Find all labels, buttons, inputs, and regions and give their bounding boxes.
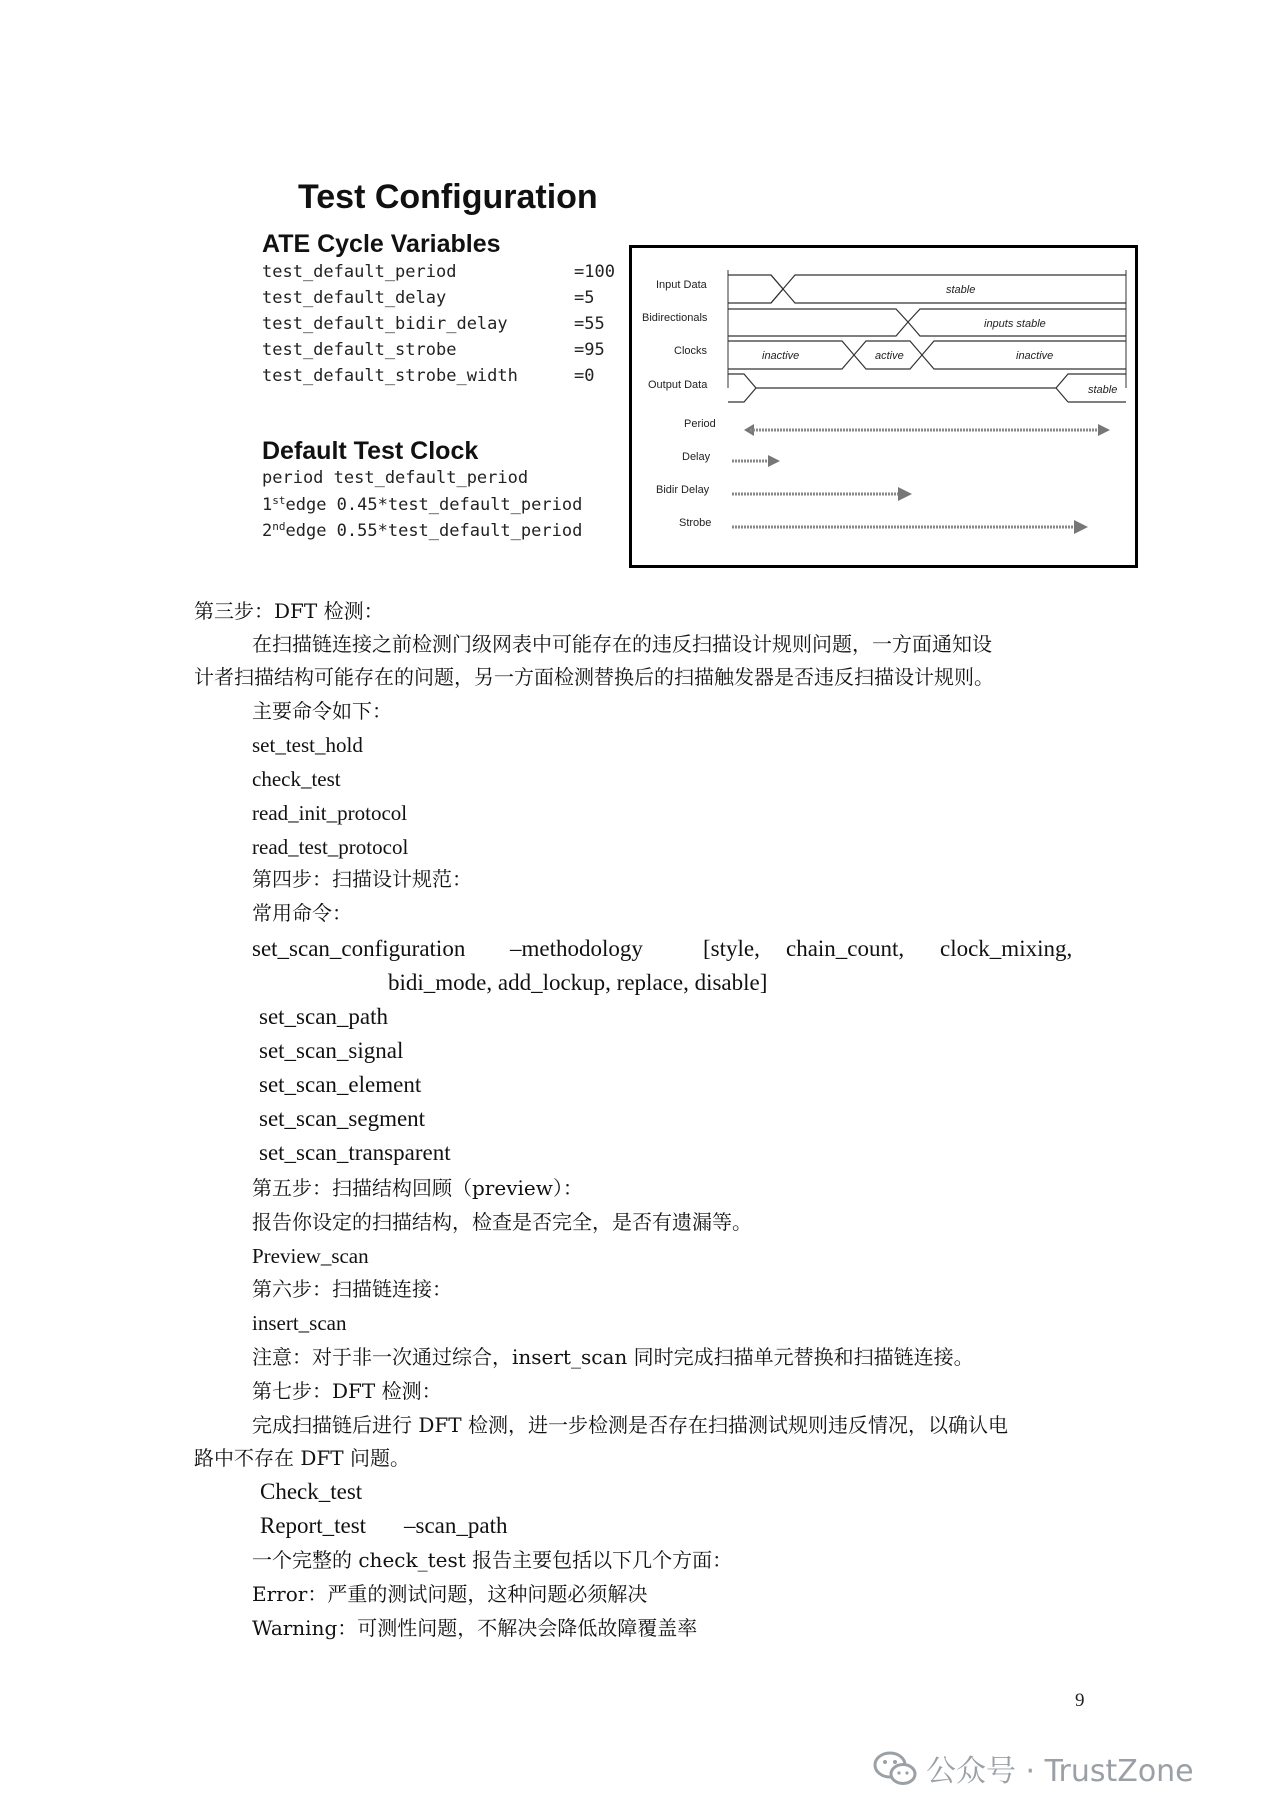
page-number: 9 <box>1075 1690 1085 1711</box>
ate-variable-row <box>262 262 622 288</box>
step4-title: 第四步：扫描设计规范： <box>252 867 472 891</box>
signal-label-clocks: Clocks <box>674 345 708 357</box>
ate-variable-row <box>262 314 622 340</box>
step4-cmd: set_scan_segment <box>259 1106 426 1131</box>
signal-label-input-data: Input Data <box>656 279 707 291</box>
step3-cmd: check_test <box>252 767 341 791</box>
clock-line-text: period test_default_period <box>262 468 529 488</box>
step3-cmd: read_init_protocol <box>252 801 408 825</box>
scan-config-option: –methodology <box>510 936 643 961</box>
ate-variable-row <box>262 366 622 392</box>
report-warning-line: Warning：可测性问题，不解决会降低故障覆盖率 <box>252 1616 698 1640</box>
step6-cmd: insert_scan <box>252 1311 347 1335</box>
timing-label-period: Period <box>684 418 716 430</box>
clock-line-text: edge 0.55*test_default_period <box>285 521 583 541</box>
clock-edge-ordinal: nd <box>272 520 286 533</box>
step3-cmd: set_test_hold <box>252 733 363 757</box>
signal-label-output-data: Output Data <box>648 379 708 391</box>
step3-cmd-intro: 主要命令如下： <box>252 699 392 723</box>
timing-label-bidir-delay: Bidir Delay <box>656 484 710 496</box>
ate-cycle-heading: ATE Cycle Variables <box>262 230 501 258</box>
input-data-state-label: stable <box>946 284 976 296</box>
output-data-state-label: stable <box>1088 384 1118 396</box>
step4-cmd: set_scan_transparent <box>259 1140 451 1165</box>
step3-desc-line1: 在扫描链连接之前检测门级网表中可能存在的违反扫描设计规则问题，一方面通知设 <box>252 632 992 656</box>
ate-variable-name: test_default_delay <box>262 288 447 308</box>
waveform-bidirectionals <box>728 309 1126 336</box>
scan-config-arg: clock_mixing, <box>940 936 1073 961</box>
default-clock-heading: Default Test Clock <box>262 437 479 465</box>
step7-desc-line1: 完成扫描链后进行 DFT 检测，进一步检测是否存在扫描测试规则违反情况，以确认电 <box>252 1413 1008 1437</box>
ate-variable-value: =0 <box>574 366 595 386</box>
ate-variable-name: test_default_period <box>262 262 457 282</box>
ate-variable-row <box>262 288 622 314</box>
clock-line <box>262 468 528 494</box>
clock-state-active: active <box>875 350 904 362</box>
step5-desc: 报告你设定的扫描结构，检查是否完全，是否有遗漏等。 <box>252 1210 752 1234</box>
timing-label-delay: Delay <box>682 451 711 463</box>
clock-state-inactive-1: inactive <box>762 350 800 362</box>
ate-variable-row <box>262 340 622 366</box>
scan-config-arg: chain_count, <box>786 936 905 961</box>
strobe-arrow-head <box>1074 520 1088 534</box>
step7-cmd: Report_test <box>260 1513 367 1538</box>
ate-variable-value: =100 <box>574 262 615 282</box>
figure-title: Test Configuration <box>298 178 598 216</box>
delay-arrow-head <box>768 455 780 467</box>
step4-cmd: set_scan_signal <box>259 1038 404 1063</box>
step6-title: 第六步：扫描链连接： <box>252 1277 452 1301</box>
step7-cmd: Check_test <box>260 1479 363 1504</box>
ate-variable-value: =55 <box>574 314 605 334</box>
signal-label-bidirectionals: Bidirectionals <box>642 312 708 324</box>
step5-cmd: Preview_scan <box>252 1244 369 1268</box>
period-arrow-right-head <box>1098 424 1110 436</box>
step6-note: 注意：对于非一次通过综合，insert_scan 同时完成扫描单元替换和扫描链连接。 <box>252 1345 974 1369</box>
step5-title: 第五步：扫描结构回顾（preview）： <box>252 1176 583 1200</box>
step4-cmd: set_scan_element <box>259 1072 422 1097</box>
ate-variable-name: test_default_strobe <box>262 340 457 360</box>
timing-diagram-svg <box>632 248 1135 565</box>
bidir-state-label: inputs stable <box>984 318 1046 330</box>
watermark <box>872 1748 1194 1788</box>
clock-edge-ordinal: st <box>272 494 286 507</box>
step7-desc-line2: 路中不存在 DFT 问题。 <box>194 1446 410 1470</box>
step7-title: 第七步：DFT 检测： <box>252 1379 442 1403</box>
clock-line <box>262 494 582 520</box>
clock-edge-number: 1 <box>262 495 273 515</box>
ate-variable-name: test_default_bidir_delay <box>262 314 508 334</box>
bidir-delay-arrow-head <box>898 487 912 501</box>
clock-line <box>262 520 582 546</box>
step4-intro: 常用命令： <box>252 901 352 925</box>
ate-variable-value: =5 <box>574 288 595 308</box>
step3-desc-line2: 计者扫描结构可能存在的问题，另一方面检测替换后的扫描触发器是否违反扫描设计规则。 <box>194 665 994 689</box>
scan-config-arg: [style, <box>703 936 760 961</box>
clock-state-inactive-2: inactive <box>1016 350 1054 362</box>
clock-edge-number: 2 <box>262 521 273 541</box>
step4-cmd: set_scan_path <box>259 1004 389 1029</box>
ate-variable-value: =95 <box>574 340 605 360</box>
scan-config-args-cont: bidi_mode, add_lockup, replace, disable] <box>388 970 768 995</box>
step3-title: 第三步：DFT 检测： <box>194 599 384 623</box>
period-arrow-left-head <box>744 424 754 436</box>
watermark-text: 公众号 · TrustZone <box>926 1754 1194 1789</box>
scan-config-command: set_scan_configuration <box>252 936 466 961</box>
step3-cmd: read_test_protocol <box>252 835 409 859</box>
clock-line-text: edge 0.45*test_default_period <box>285 495 583 515</box>
report-error-line: Error：严重的测试问题，这种问题必须解决 <box>252 1582 648 1606</box>
ate-variable-name: test_default_strobe_width <box>262 366 518 386</box>
timing-label-strobe: Strobe <box>679 517 712 529</box>
waveform-output-data <box>728 374 1126 402</box>
timing-diagram <box>629 245 1138 568</box>
step7-cmd-option: –scan_path <box>404 1513 508 1538</box>
report-intro: 一个完整的 check_test 报告主要包括以下几个方面： <box>252 1548 733 1572</box>
wechat-icon <box>872 1748 918 1788</box>
